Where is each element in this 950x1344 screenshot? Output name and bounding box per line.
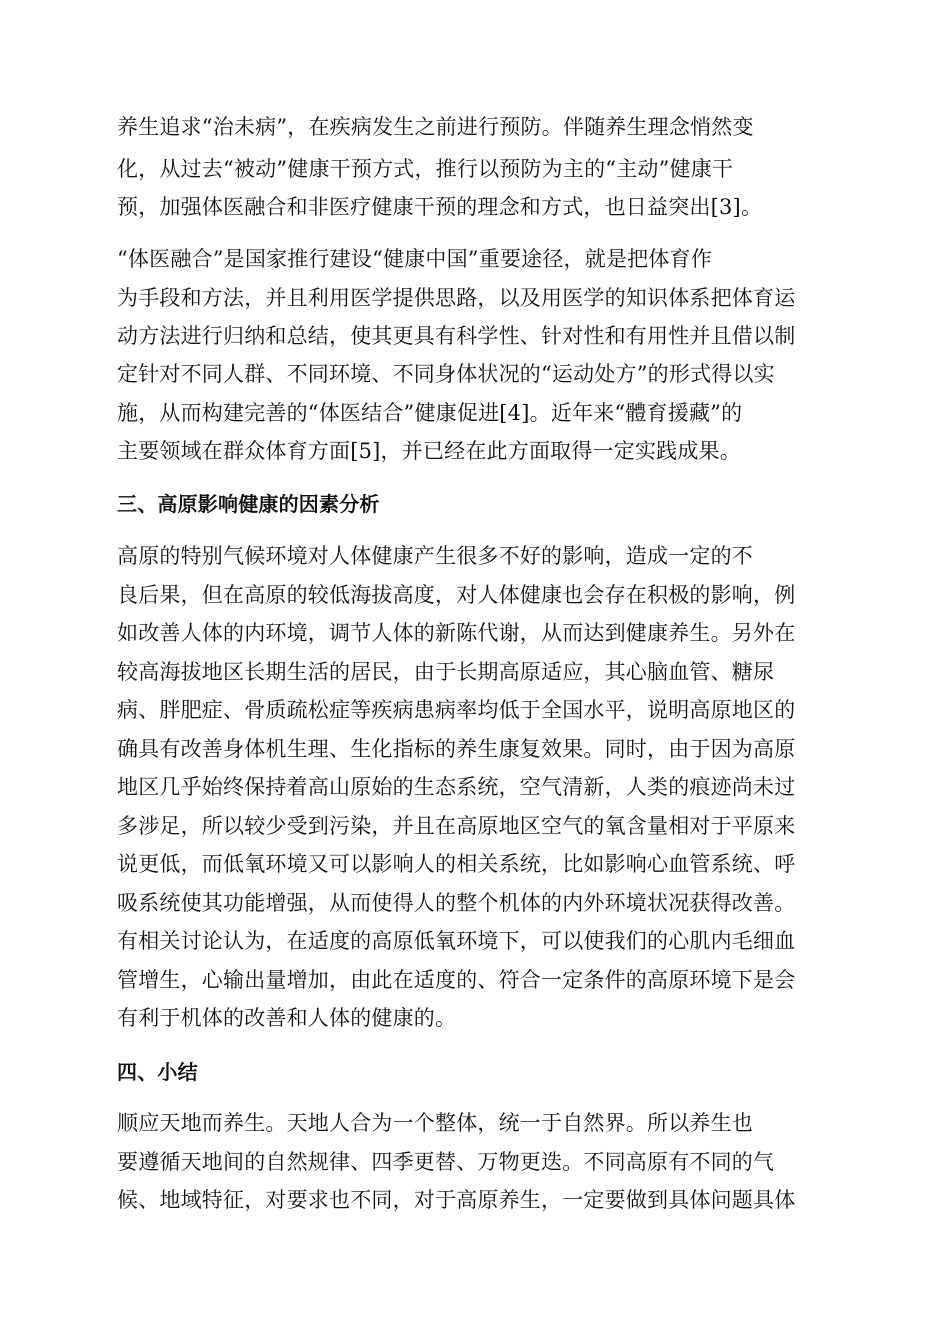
body-text-line: 较高海拔地区长期生活的居民，由于长期高原适应，其心脑血管、糖尿 xyxy=(117,660,775,684)
body-text-line: 吸系统使其功能增强，从而使得人的整个机体的内外环境状况获得改善。 xyxy=(117,891,796,915)
body-text-line: 候、地域特征，对要求也不同，对于高原养生，一定要做到具体问题具体 xyxy=(117,1188,796,1212)
body-text-line: 有利于机体的改善和人体的健康的。 xyxy=(117,1006,457,1030)
body-text-line: 良后果，但在高原的较低海拔高度，对人体健康也会存在积极的影响，例 xyxy=(117,583,796,607)
body-text-line: 为手段和方法，并且利用医学提供思路，以及用医学的知识体系把体育运 xyxy=(117,286,796,310)
body-text-line: 定针对不同人群、不同环境、不同身体状况的“运动处方”的形式得以实 xyxy=(117,362,775,386)
body-text-line: 多涉足，所以较少受到污染，并且在高原地区空气的氧含量相对于平原来 xyxy=(117,814,796,838)
body-text-line: 顺应天地而养生。天地人合为一个整体，统一于自然界。所以养生也 xyxy=(117,1111,753,1135)
body-text-line: 养生追求“治未病”，在疾病发生之前进行预防。伴随养生理念悄然变 xyxy=(117,115,754,139)
body-text-line: 病、胖肥症、骨质疏松症等疾病患病率均低于全国水平，说明高原地区的 xyxy=(117,698,796,722)
body-text-line: 主要领域在群众体育方面[5]，并已经在此方面取得一定实践成果。 xyxy=(117,439,741,463)
body-text-line: 管增生，心输出量增加，由此在适度的、符合一定条件的高原环境下是会 xyxy=(117,968,796,992)
body-text-line: 确具有改善身体机生理、生化指标的养生康复效果。同时，由于因为高原 xyxy=(117,737,796,761)
body-text-line: 预，加强体医融合和非医疗健康干预的理念和方式，也日益突出[3]。 xyxy=(117,195,763,219)
body-text-line: 化，从过去“被动”健康干预方式，推行以预防为主的“主动”健康干 xyxy=(117,157,734,181)
body-text-line: 有相关讨论认为，在适度的高原低氧环境下，可以使我们的心肌内毛细血 xyxy=(117,929,796,953)
body-text-line: 地区几乎始终保持着高山原始的生态系统，空气清新，人类的痕迹尚未过 xyxy=(117,775,796,799)
body-text-line: 动方法进行归纳和总结，使其更具有科学性、针对性和有用性并且借以制 xyxy=(117,324,796,348)
section-heading: 三、高原影响健康的因素分析 xyxy=(117,492,380,516)
body-text-line: 高原的特别气候环境对人体健康产生很多不好的影响，造成一定的不 xyxy=(117,544,753,568)
body-text-line: 要遵循天地间的自然规律、四季更替、万物更迭。不同高原有不同的气 xyxy=(117,1150,775,1174)
body-text-line: 说更低，而低氧环境又可以影响人的相关系统，比如影响心血管系统、呼 xyxy=(117,852,796,876)
section-heading: 四、小结 xyxy=(117,1060,198,1084)
body-text-line: 施，从而构建完善的“体医结合”健康促进[4]。近年来“體育援藏”的 xyxy=(117,401,743,425)
body-text-line: “体医融合”是国家推行建设“健康中国”重要途径，就是把体育作 xyxy=(117,247,712,271)
body-text-line: 如改善人体的内环境，调节人体的新陈代谢，从而达到健康养生。另外在 xyxy=(117,621,796,645)
